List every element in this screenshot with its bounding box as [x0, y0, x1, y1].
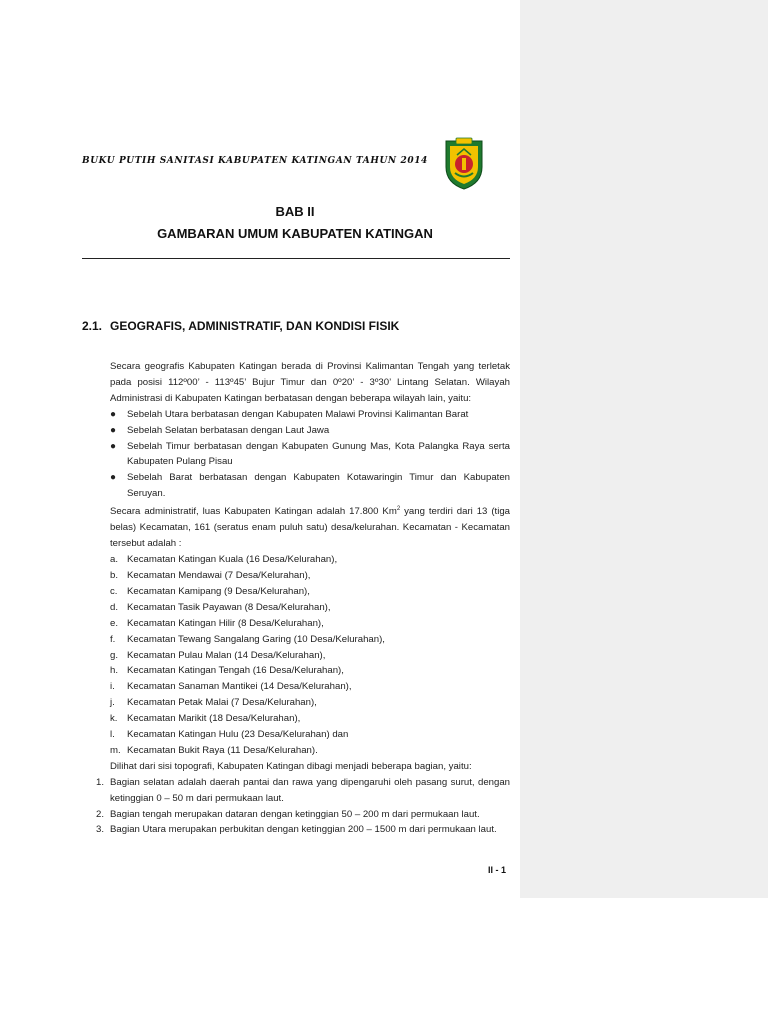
page-number: II - 1 — [488, 865, 507, 875]
body-text — [96, 359, 510, 838]
list-item: 1. Bagian selatan adalah daerah pantai dan rawa yang dipengaruhi oleh pasang surut, dengan ketinggian 0 – 50 m dari permukaan laut. — [96, 776, 510, 804]
topography-list — [96, 775, 510, 839]
header-title: BUKU PUTIH SANITASI KABUPATEN KATINGAN TAHUN 2014 — [82, 156, 428, 166]
bullet-dot-icon: ● — [110, 472, 117, 484]
chapter-label: BAB II — [275, 204, 315, 219]
list-item: l. Kecamatan Katingan Hulu (23 Desa/Kelurahan) dan — [110, 729, 349, 741]
comment-margin-panel — [520, 0, 768, 898]
list-item: i. Kecamatan Sanaman Mantikei (14 Desa/Kelurahan), — [110, 681, 352, 693]
list-item: 2. Bagian tengah merupakan dataran dengan ketinggian 50 – 200 m dari permukaan laut. — [96, 808, 480, 820]
list-item: d. Kecamatan Tasik Payawan (8 Desa/Kelurahan), — [110, 601, 331, 613]
list-item: j. Kecamatan Petak Malai (7 Desa/Kelurahan), — [110, 697, 317, 709]
list-item: h. Kecamatan Katingan Tengah (16 Desa/Kelurahan), — [110, 665, 344, 677]
intro-paragraph: Secara geografis Kabupaten Katingan berada di Provinsi Kalimantan Tengah yang terletak pada posisi 112º00’ - 113º45’ Bujur Timur dan 0º20’ - 3º30’ Lintang Selatan. Wilayah Administrasi di Kabupaten Katingan berbatasan dengan beberapa wilayah lain, yaitu: — [110, 361, 510, 404]
bullet-dot-icon: ● — [110, 408, 117, 420]
list-item: ● Sebelah Timur berbatasan dengan Kabupaten Gunung Mas, Kota Palangka Raya serta Kabupaten Pulang Pisau — [110, 439, 510, 471]
kabupaten-katingan-emblem-icon — [442, 137, 486, 191]
kecamatan-list — [110, 552, 510, 759]
section-heading — [82, 319, 399, 333]
chapter-divider — [82, 258, 510, 259]
section-number: 2.1. — [82, 319, 103, 333]
list-item: ● Sebelah Barat berbatasan dengan Kabupaten Kotawaringin Timur dan Kabupaten Seruyan. — [110, 470, 510, 502]
list-item: c. Kecamatan Kamipang (9 Desa/Kelurahan), — [110, 585, 310, 597]
list-item: b. Kecamatan Mendawai (7 Desa/Kelurahan), — [110, 569, 311, 581]
list-item: g. Kecamatan Pulau Malan (14 Desa/Kelurahan), — [110, 649, 326, 661]
list-item: a. Kecamatan Katingan Kuala (16 Desa/Kelurahan), — [110, 554, 338, 566]
bullet-dot-icon: ● — [110, 440, 117, 452]
list-item: ● Sebelah Selatan berbatasan dengan Laut Jawa — [110, 423, 510, 439]
topography-intro: Dilihat dari sisi topografi, Kabupaten Katingan dibagi menjadi beberapa bagian, yaitu: — [110, 760, 472, 772]
section-title: GEOGRAFIS, ADMINISTRATIF, DAN KONDISI FISIK — [110, 319, 400, 333]
admin-paragraph: Secara administratif, luas Kabupaten Katingan adalah 17.800 Km$^2$ yang terdiri dari 13 (tiga belas) Kecamatan, 161 (seratus enam puluh satu) desa/kelurahan. Kecamatan - Kecamatan tersebut adalah : — [110, 506, 510, 550]
chapter-title: GAMBARAN UMUM KABUPATEN KATINGAN — [157, 226, 433, 241]
list-item: m. Kecamatan Bukit Raya (11 Desa/Kelurahan). — [110, 744, 318, 756]
list-item: f. Kecamatan Tewang Sangalang Garing (10 Desa/Kelurahan), — [110, 633, 385, 645]
list-item: e. Kecamatan Katingan Hilir (8 Desa/Kelurahan), — [110, 617, 324, 629]
bullet-dot-icon: ● — [110, 424, 117, 436]
list-item: ● Sebelah Utara berbatasan dengan Kabupaten Malawi Provinsi Kalimantan Barat — [110, 407, 510, 423]
list-item: k. Kecamatan Marikit (18 Desa/Kelurahan), — [110, 713, 301, 725]
list-item: 3. Bagian Utara merupakan perbukitan dengan ketinggian 200 – 1500 m dari permukaan laut. — [96, 824, 497, 836]
border-list — [110, 407, 510, 502]
